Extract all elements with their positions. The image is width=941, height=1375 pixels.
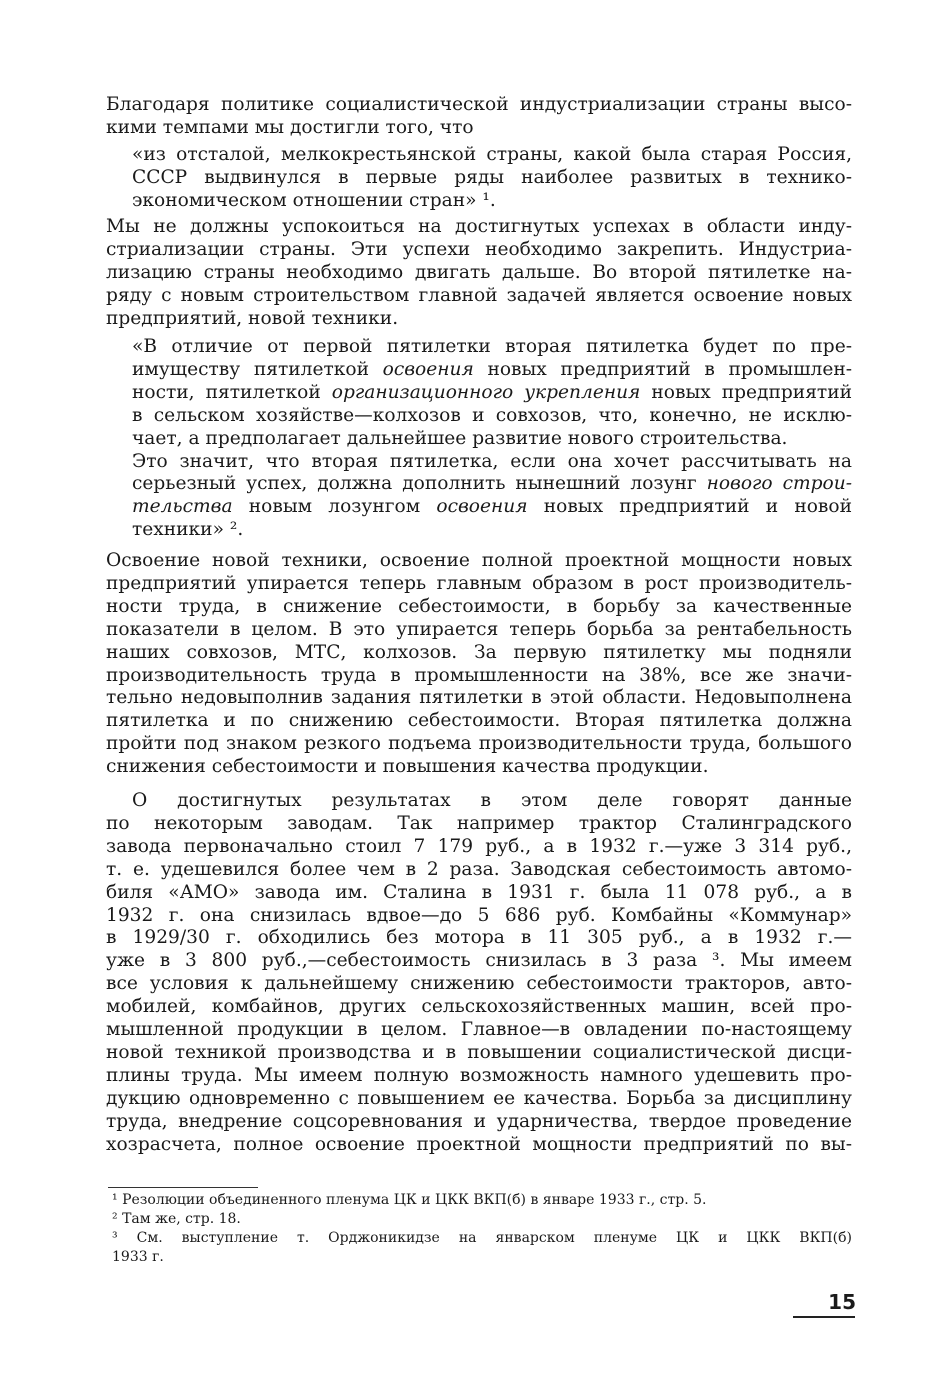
text-line: труда, внедрение соцсоревнования и ударничества, твердое проведение bbox=[106, 1110, 852, 1132]
text-line: Мы не должны успокоиться на достигнутых успехах в области инду- bbox=[106, 216, 852, 237]
text-line: «В отличие от первой пятилетки вторая пятилетка будет по пре- bbox=[132, 336, 852, 357]
text-line: т. е. удешевился более чем в 2 раза. Заводская себестоимость автомо- bbox=[106, 858, 852, 880]
text-line: наших совхозов, МТС, колхозов. За первую пятилетку мы подняли bbox=[106, 641, 852, 663]
text-span: новым лозунгом bbox=[232, 496, 437, 518]
text-line: «из отсталой, мелкокрестьянской страны, какой была старая Россия, bbox=[132, 144, 852, 165]
emphasis: освоения bbox=[382, 358, 474, 380]
emphasis: тельства bbox=[132, 496, 233, 518]
emphasis: освоения bbox=[436, 496, 528, 518]
text-line: 1932 г. она снизилась вдвое—до 5 686 руб. Комбайны «Коммунар» bbox=[106, 904, 852, 926]
text-line: ности труда, в снижение себестоимости, в борьбу за качественные bbox=[106, 595, 852, 617]
text-line: показатели в целом. В это упирается теперь борьба за рентабельность bbox=[106, 618, 852, 640]
text-span: новых предприятий и новой bbox=[527, 496, 852, 518]
text-line: техники» ². bbox=[132, 519, 244, 541]
text-line: биля «АМО» завода им. Сталина в 1931 г. была 11 078 руб., а в bbox=[106, 881, 852, 903]
text-line: уже в 3 800 руб.,—себестоимость снизилась в 3 раза ³. Мы имеем bbox=[106, 950, 852, 972]
footnote-3-continuation: 1933 г. bbox=[112, 1249, 164, 1265]
text-line: Это значит, что вторая пятилетка, если она хочет рассчитывать на bbox=[132, 450, 852, 472]
emphasis: организационного укрепления bbox=[331, 381, 641, 403]
text-line: лизацию страны необходимо двигать дальше. Во второй пятилетке на- bbox=[106, 261, 852, 283]
text-line: пройти под знаком резкого подъема производительности труда, большого bbox=[106, 733, 852, 755]
quote-2 bbox=[132, 336, 852, 542]
text-line bbox=[132, 382, 852, 405]
footnote-1: ¹ Резолюции объединенного пленума ЦК и ЦКК ВКП(б) в январе 1933 г., стр. 5. bbox=[112, 1192, 707, 1208]
text-line: Освоение новой техники, освоение полной проектной мощности новых bbox=[106, 550, 852, 571]
text-line: в сельском хозяйстве—колхозов и совхозов, что, конечно, не исклю- bbox=[132, 404, 852, 426]
text-line: по некоторым заводам. Так например трактор Сталинградского bbox=[106, 812, 852, 834]
text-line: мобилей, комбайнов, других сельскохозяйственных машин, всей про- bbox=[106, 996, 852, 1018]
text-span: новых предприятий в промышлен- bbox=[473, 358, 852, 380]
text-line: ряду с новым строительством главной задачей является освоение новых bbox=[106, 284, 852, 306]
text-line: новой техникой производства и в повышении социалистической дисци- bbox=[106, 1041, 852, 1063]
text-line: экономическом отношении стран» ¹. bbox=[132, 189, 496, 211]
text-span: ности, пятилеткой bbox=[132, 381, 332, 403]
text-line: Благодаря политике социалистической индустриализации страны высо- bbox=[106, 94, 852, 115]
text-line: плины труда. Мы имеем полную возможность намного удешевить про- bbox=[106, 1064, 852, 1086]
text-span: новых предприятий bbox=[640, 381, 852, 403]
footnote-3: ³ См. выступление т. Орджоникидзе на январском пленуме ЦК и ЦКК ВКП(б) bbox=[112, 1230, 852, 1246]
footnotes bbox=[112, 1191, 852, 1267]
paragraph-4 bbox=[106, 790, 852, 1157]
text-line: О достигнутых результатах в этом деле говорят данные bbox=[132, 790, 852, 811]
text-line bbox=[132, 496, 852, 519]
footnote-2: ² Там же, стр. 18. bbox=[112, 1211, 241, 1227]
text-line: кими темпами мы достигли того, что bbox=[106, 116, 474, 138]
text-line: производительность труда в промышленности на 38%, все же значи- bbox=[106, 664, 852, 686]
text-line bbox=[132, 359, 852, 382]
text-line: СССР выдвинулся в первые ряды наиболее развитых в технико- bbox=[132, 166, 852, 188]
text-line: стриализации страны. Эти успехи необходимо закрепить. Индустриа- bbox=[106, 238, 852, 260]
text-line: предприятий упирается теперь главным образом в рост производитель- bbox=[106, 572, 852, 594]
text-line: в 1929/30 г. обходились без мотора в 11 305 руб., а в 1932 г.— bbox=[106, 927, 852, 949]
quote-1 bbox=[132, 144, 852, 213]
text-line bbox=[132, 473, 852, 496]
text-line: все условия к дальнейшему снижению себестоимости тракторов, авто- bbox=[106, 973, 852, 995]
page-number: 15 bbox=[828, 1290, 856, 1314]
text-line: дукцию одновременно с повышением ее качества. Борьба за дисциплину bbox=[106, 1087, 852, 1109]
page-number-rule bbox=[793, 1316, 855, 1318]
text-span: серьезный успех, должна дополнить нынешний лозунг bbox=[132, 473, 707, 495]
text-span: имуществу пятилеткой bbox=[132, 358, 383, 380]
text-line: хозрасчета, полное освоение проектной мощности предприятий по вы- bbox=[106, 1133, 852, 1155]
emphasis: нового строи- bbox=[706, 473, 852, 495]
text-line: завода первоначально стоил 7 179 руб., а в 1932 г.—уже 3 314 руб., bbox=[106, 835, 852, 857]
text-line: тельно недовыполнив задания пятилетки в этой области. Недовыполнена bbox=[106, 687, 852, 709]
text-line: мышленной продукции в целом. Главное—в овладении по-настоящему bbox=[106, 1019, 852, 1041]
paragraph-1 bbox=[106, 94, 852, 140]
text-line: снижения себестоимости и повышения качества продукции. bbox=[106, 756, 709, 778]
text-line: чает, а предполагает дальнейшее развитие нового строительства. bbox=[132, 427, 788, 449]
paragraph-3 bbox=[106, 550, 852, 779]
text-line: пятилетка и по снижению себестоимости. Вторая пятилетка должна bbox=[106, 710, 852, 732]
text-line: предприятий, новой техники. bbox=[106, 307, 399, 329]
footnote-separator bbox=[108, 1187, 258, 1188]
paragraph-2 bbox=[106, 216, 852, 331]
